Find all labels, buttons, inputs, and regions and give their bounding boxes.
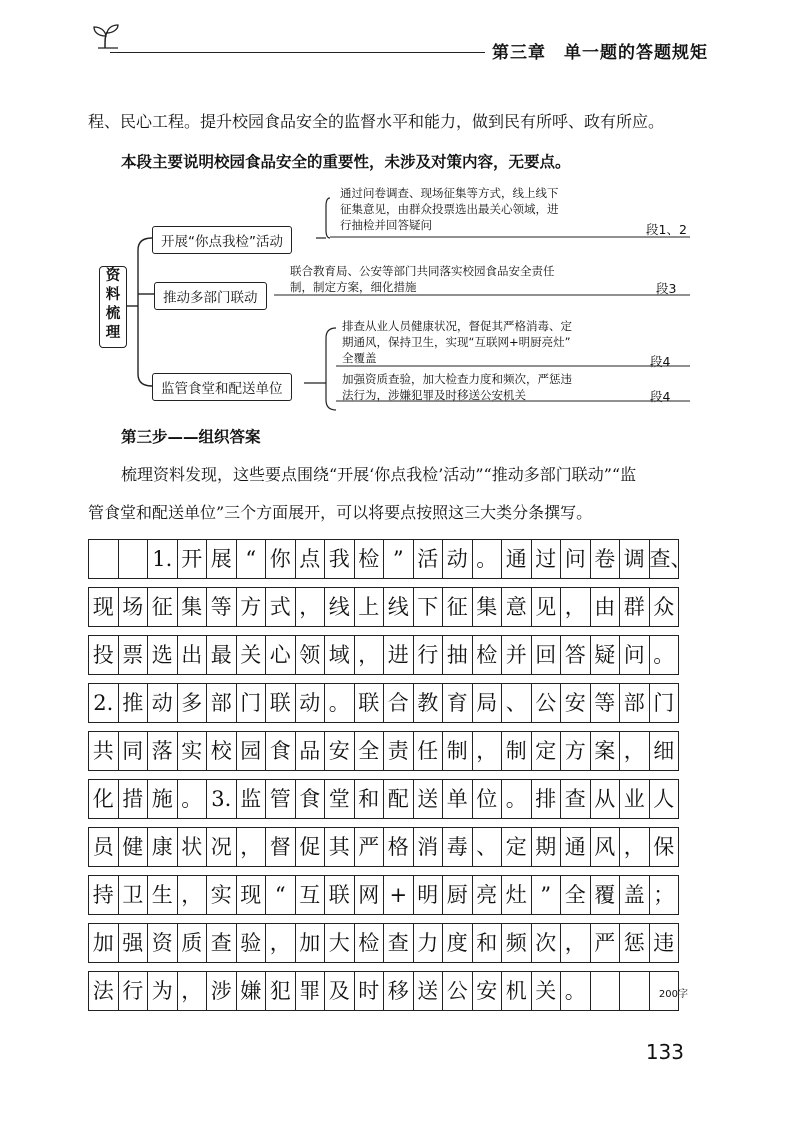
grid-cell: ”: [384, 539, 414, 579]
answer-grid: [88, 539, 692, 1019]
word-count-label: 200字: [658, 989, 688, 1000]
grid-cell: 、: [502, 683, 532, 723]
grid-cell: 验: [237, 923, 267, 963]
grid-cell: 调: [620, 539, 650, 579]
grid-cell: 、: [473, 827, 503, 867]
paragraph-ref: 段1、2: [646, 222, 687, 237]
grid-cell: 制: [502, 731, 532, 771]
branch-note: [340, 185, 559, 233]
grid-cell: 强: [119, 923, 149, 963]
chapter-title: 单一题的答题规矩: [564, 43, 708, 63]
grid-row: [88, 635, 688, 675]
grid-cell: 展: [207, 539, 237, 579]
grid-cell: 方: [561, 731, 591, 771]
grid-cell: 答: [561, 635, 591, 675]
grid-cell: 位: [473, 779, 503, 819]
grid-cell: 检: [355, 539, 385, 579]
grid-cell: 选: [148, 635, 178, 675]
grid-cell: 园: [237, 731, 267, 771]
grid-cell: 互: [296, 875, 326, 915]
root-node: [99, 266, 127, 348]
grid-cell: 定: [532, 731, 562, 771]
grid-cell: 校: [207, 731, 237, 771]
grid-cell: ，: [296, 587, 326, 627]
grid-cell: ；: [650, 875, 680, 915]
grid-row: [88, 731, 688, 771]
grid-cell: 案: [591, 731, 621, 771]
chapter-label: 第三章: [492, 43, 546, 63]
grid-cell: 部: [207, 683, 237, 723]
grid-cell: 配: [384, 779, 414, 819]
grid-cell: 加: [88, 923, 119, 963]
grid-cell: ，: [561, 587, 591, 627]
grid-cell: 征: [443, 587, 473, 627]
grid-cell: 线: [384, 587, 414, 627]
grid-cell: 问: [561, 539, 591, 579]
grid-cell: 投: [88, 635, 119, 675]
note-line: 排查从业人员健康状况，督促其严格消毒、定: [342, 319, 572, 333]
grid-cell: 检: [473, 635, 503, 675]
grid-cell: 见: [532, 587, 562, 627]
paragraph-line: 管食堂和配送单位”三个方面展开，可以将要点按照这三大类分条撰写。: [88, 503, 593, 522]
grid-cell: 域: [325, 635, 355, 675]
grid-cell: 过: [532, 539, 562, 579]
grid-cell: 卷: [591, 539, 621, 579]
grid-cell: 。: [502, 779, 532, 819]
grid-cell: 1.: [148, 539, 178, 579]
root-char: 理: [105, 325, 121, 341]
grid-cell: 堂: [325, 779, 355, 819]
grid-cell: 惩: [620, 923, 650, 963]
grid-cell: 状: [178, 827, 208, 867]
grid-cell: 机: [502, 971, 532, 1011]
grid-cell: 期: [532, 827, 562, 867]
grid-cell: 进: [384, 635, 414, 675]
grid-cell: “: [237, 539, 267, 579]
grid-cell: 任: [414, 731, 444, 771]
grid-cell: ”: [532, 875, 562, 915]
paragraph-ref: 段4: [650, 389, 671, 404]
grid-cell: 联: [325, 875, 355, 915]
grid-cell: ，: [266, 923, 296, 963]
grid-cell: 公: [532, 683, 562, 723]
grid-cell: 关: [532, 971, 562, 1011]
grid-cell: 频: [502, 923, 532, 963]
grid-cell: 众: [650, 587, 680, 627]
grid-cell: 单: [443, 779, 473, 819]
grid-cell: ，: [561, 923, 591, 963]
grid-cell: 责: [384, 731, 414, 771]
grid-cell: 网: [355, 875, 385, 915]
grid-cell: 和: [473, 923, 503, 963]
grid-cell: 督: [266, 827, 296, 867]
grid-cell: 排: [532, 779, 562, 819]
grid-cell: 公: [443, 971, 473, 1011]
grid-cell: 细: [650, 731, 680, 771]
grid-cell: 健: [119, 827, 149, 867]
grid-cell: 定: [502, 827, 532, 867]
grid-cell: 全: [561, 875, 591, 915]
grid-cell: 覆: [591, 875, 621, 915]
grid-cell: 查: [384, 923, 414, 963]
grid-cell: 通: [502, 539, 532, 579]
grid-cell: 监: [237, 779, 267, 819]
grid-cell: 制: [443, 731, 473, 771]
grid-cell: 实: [207, 875, 237, 915]
grid-cell: 化: [88, 779, 119, 819]
header-rule: [110, 52, 485, 53]
grid-cell: 明: [414, 875, 444, 915]
grid-cell: 关: [237, 635, 267, 675]
note-line: 全覆盖: [342, 351, 377, 365]
running-header: [492, 38, 708, 63]
grid-cell: 风: [591, 827, 621, 867]
grid-cell: 落: [148, 731, 178, 771]
grid-cell: 其: [325, 827, 355, 867]
root-char: 梳: [105, 306, 121, 322]
grid-cell: 活: [414, 539, 444, 579]
grid-cell: 抽: [443, 635, 473, 675]
grid-cell: 质: [178, 923, 208, 963]
grid-cell: 施: [148, 779, 178, 819]
grid-cell: 康: [148, 827, 178, 867]
grid-cell: 移: [384, 971, 414, 1011]
grid-cell: 现: [237, 875, 267, 915]
grid-cell: 开: [178, 539, 208, 579]
grid-cell: 资: [148, 923, 178, 963]
page-number: 133: [645, 1040, 684, 1064]
grid-cell: +: [384, 875, 414, 915]
grid-cell: 持: [88, 875, 119, 915]
grid-cell: 严: [355, 827, 385, 867]
grid-cell: 票: [119, 635, 149, 675]
grid-cell: 全: [355, 731, 385, 771]
branch-note: [342, 371, 572, 403]
grid-cell: 下: [414, 587, 444, 627]
grid-cell: 及: [325, 971, 355, 1011]
grid-cell: 法: [88, 971, 119, 1011]
grid-cell: 并: [502, 635, 532, 675]
grid-cell: ，: [473, 731, 503, 771]
grid-cell: 生: [148, 875, 178, 915]
grid-cell: 式: [266, 587, 296, 627]
paragraph-continuation: 程、民心工程。提升校园食品安全的监督水平和能力，做到民有所呼、政有所应。: [88, 112, 665, 131]
grid-cell: 行: [414, 635, 444, 675]
grid-cell: 人: [650, 779, 680, 819]
branch-note: [342, 318, 572, 366]
grid-row: [88, 923, 688, 963]
root-char: 料: [105, 287, 121, 303]
grid-row: [88, 683, 688, 723]
grid-cell: 。: [650, 635, 680, 675]
grid-cell: [119, 539, 149, 579]
grid-cell: 共: [88, 731, 119, 771]
paragraph-line: 梳理资料发现，这些要点围绕“开展‘你点我检’活动”“推动多部门联动”“监: [121, 465, 637, 484]
grid-cell: 实: [178, 731, 208, 771]
grid-cell: 2.: [88, 683, 119, 723]
grid-cell: 问: [620, 635, 650, 675]
grid-cell: 联: [266, 683, 296, 723]
grid-cell: 送: [414, 971, 444, 1011]
grid-cell: 安: [325, 731, 355, 771]
grid-cell: 灶: [502, 875, 532, 915]
grid-cell: 你: [266, 539, 296, 579]
grid-cell: ，: [620, 827, 650, 867]
grid-cell: 征: [148, 587, 178, 627]
grid-cell: 我: [325, 539, 355, 579]
grid-cell: 上: [355, 587, 385, 627]
note-line: 征集意见，由群众投票选出最关心领域，进: [340, 202, 559, 216]
grid-cell: [88, 539, 119, 579]
grid-cell: 涉: [207, 971, 237, 1011]
grid-cell: 从: [591, 779, 621, 819]
grid-cell: 盖: [620, 875, 650, 915]
paragraph-ref: 段3: [656, 281, 677, 296]
grid-cell: 卫: [119, 875, 149, 915]
sprout-icon: [88, 24, 122, 50]
grid-cell: 度: [443, 923, 473, 963]
grid-cell: 动: [148, 683, 178, 723]
grid-cell: 门: [650, 683, 680, 723]
grid-cell: 回: [532, 635, 562, 675]
grid-cell: 员: [88, 827, 119, 867]
grid-cell: 况: [207, 827, 237, 867]
grid-cell: 品: [296, 731, 326, 771]
note-line: 加强资质查验，加大检查力度和频次，严惩违: [342, 372, 572, 386]
grid-cell: ，: [620, 731, 650, 771]
grid-cell: 集: [473, 587, 503, 627]
grid-cell: 消: [414, 827, 444, 867]
grid-cell: 方: [237, 587, 267, 627]
grid-cell: 查: [207, 923, 237, 963]
grid-cell: 查: [561, 779, 591, 819]
grid-cell: 。: [178, 779, 208, 819]
grid-cell: 场: [119, 587, 149, 627]
grid-cell: 食: [266, 731, 296, 771]
grid-cell: 管: [266, 779, 296, 819]
grid-cell: 多: [178, 683, 208, 723]
grid-cell: 违: [650, 923, 680, 963]
grid-cell: 查、: [650, 539, 680, 579]
grid-cell: 严: [591, 923, 621, 963]
grid-cell: [620, 971, 650, 1011]
grid-cell: 大: [325, 923, 355, 963]
grid-cell: 集: [178, 587, 208, 627]
note-line: 法行为，涉嫌犯罪及时移送公安机关: [342, 388, 526, 402]
grid-cell: 由: [591, 587, 621, 627]
grid-cell: 。: [561, 971, 591, 1011]
grid-cell: 群: [620, 587, 650, 627]
grid-cell: 加: [296, 923, 326, 963]
grid-cell: 等: [591, 683, 621, 723]
step-heading: 第三步——组织答案: [121, 428, 261, 446]
grid-cell: 同: [119, 731, 149, 771]
grid-cell: 亮: [473, 875, 503, 915]
note-line: 联合教育局、公安等部门共同落实校园食品安全责任: [290, 264, 555, 278]
grid-cell: 联: [355, 683, 385, 723]
grid-cell: 意: [502, 587, 532, 627]
note-line: 制，制定方案，细化措施: [290, 280, 417, 294]
branch-node: 推动多部门联动: [154, 282, 267, 310]
grid-cell: 现: [88, 587, 119, 627]
grid-cell: 通: [561, 827, 591, 867]
grid-cell: 厨: [443, 875, 473, 915]
grid-cell: 食: [296, 779, 326, 819]
grid-cell: 部: [620, 683, 650, 723]
grid-cell: 检: [355, 923, 385, 963]
grid-cell: ，: [237, 827, 267, 867]
grid-cell: 等: [207, 587, 237, 627]
grid-cell: ，: [178, 875, 208, 915]
analysis-note: 本段主要说明校园食品安全的重要性，未涉及对策内容，无要点。: [121, 153, 571, 171]
grid-row: [88, 827, 688, 867]
grid-cell: 线: [325, 587, 355, 627]
grid-cell: 嫌: [237, 971, 267, 1011]
grid-cell: 力: [414, 923, 444, 963]
grid-cell: 最: [207, 635, 237, 675]
grid-cell: 保: [650, 827, 680, 867]
grid-cell: 促: [296, 827, 326, 867]
grid-cell: 和: [355, 779, 385, 819]
grid-cell: 点: [296, 539, 326, 579]
grid-cell: 出: [178, 635, 208, 675]
grid-cell: 业: [620, 779, 650, 819]
grid-cell: ，: [355, 635, 385, 675]
grid-cell: “: [266, 875, 296, 915]
grid-cell: 时: [355, 971, 385, 1011]
grid-row: [88, 587, 688, 627]
branch-note: [290, 263, 555, 295]
grid-cell: 。: [473, 539, 503, 579]
material-mindmap: [90, 178, 690, 413]
grid-row: [88, 539, 692, 579]
grid-cell: 动: [296, 683, 326, 723]
note-line: 期通风，保持卫生，实现“互联网+明厨亮灶”: [342, 335, 571, 349]
branch-node: 监管食堂和配送单位: [152, 373, 292, 401]
grid-cell: 为: [148, 971, 178, 1011]
paragraph-ref: 段4: [650, 354, 671, 369]
grid-cell: ，: [178, 971, 208, 1011]
root-char: 资: [105, 268, 121, 284]
grid-cell: 措: [119, 779, 149, 819]
grid-cell: 动: [443, 539, 473, 579]
grid-cell: 推: [119, 683, 149, 723]
grid-cell: 送: [414, 779, 444, 819]
grid-cell: 安: [473, 971, 503, 1011]
grid-cell: 疑: [591, 635, 621, 675]
grid-cell: 次: [532, 923, 562, 963]
grid-cell: 犯: [266, 971, 296, 1011]
grid-cell: 。: [325, 683, 355, 723]
note-line: 通过问卷调查、现场征集等方式，线上线下: [340, 186, 559, 200]
grid-cell: 门: [237, 683, 267, 723]
grid-cell: 罪: [296, 971, 326, 1011]
grid-cell: 合: [384, 683, 414, 723]
grid-row: [88, 875, 688, 915]
branch-node: 开展“你点我检”活动: [152, 226, 292, 254]
grid-cell: 领: [296, 635, 326, 675]
grid-cell: [591, 971, 621, 1011]
grid-cell: 3.: [207, 779, 237, 819]
note-line: 行抽检并回答疑问: [340, 218, 432, 232]
grid-cell: 心: [266, 635, 296, 675]
grid-row: [88, 779, 688, 819]
grid-cell: 教: [414, 683, 444, 723]
grid-cell: 格: [384, 827, 414, 867]
grid-row: [88, 971, 688, 1011]
grid-cell: 行: [119, 971, 149, 1011]
grid-cell: 育: [443, 683, 473, 723]
grid-cell: 局: [473, 683, 503, 723]
grid-cell: 安: [561, 683, 591, 723]
grid-cell: 毒: [443, 827, 473, 867]
